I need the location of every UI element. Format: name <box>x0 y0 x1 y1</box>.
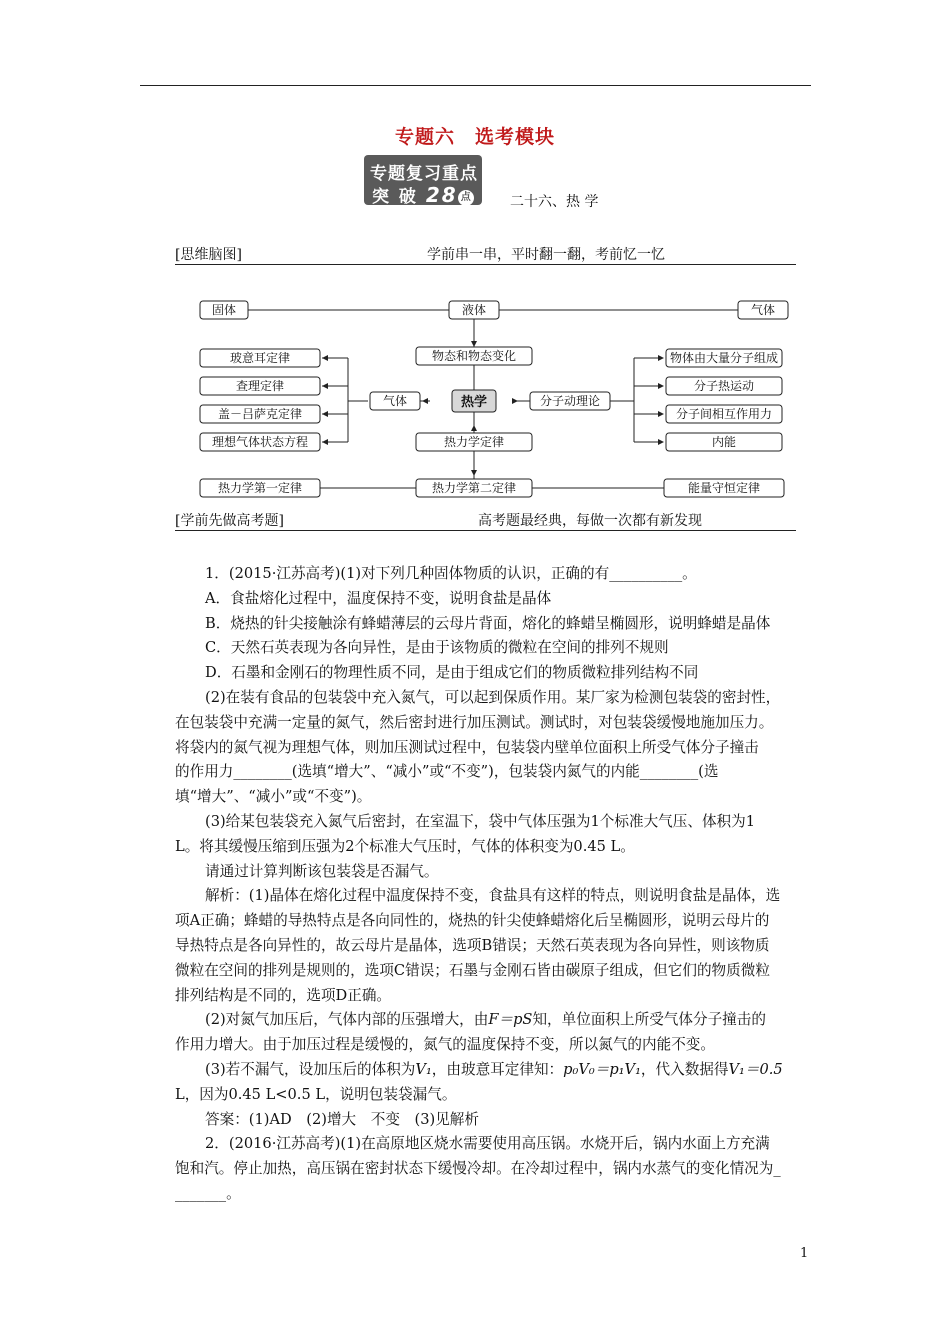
q1-part2-line4: 的作用力________(选填“增大”、“减小”或“不变”)，包装袋内氮气的内能________(选 <box>175 763 719 781</box>
section-subtitle: 二十六、热 学 <box>510 194 599 210</box>
node-many-molecules: 物体由大量分子组成 <box>669 351 779 365</box>
q1-solution3-line1: (3)若不漏气，设加压后的体积为V₁，由玻意耳定律知：p₀V₀＝p₁V₁，代入数据得V₁＝0.5 <box>205 1060 783 1078</box>
page-number: 1 <box>800 1246 809 1261</box>
page-title: 专题六 选考模块 <box>394 126 555 148</box>
q1-solution-line3: 导热特点是各向异性的，故云母片是晶体，选项B错误；天然石英表现为各向异性，则该物质 <box>175 936 770 954</box>
q1-answer: 答案：(1)AD (2)增大 不变 (3)见解析 <box>205 1110 479 1128</box>
node-first-law: 热力学第一定律 <box>217 481 303 495</box>
q1-solution2-line1: (2)对氮气加压后，气体内部的压强增大，由F＝pS知，单位面积上所受气体分子撞击的 <box>205 1011 766 1029</box>
node-gas: 气体 <box>382 394 408 408</box>
badge-line-1: 专题复习重点 <box>370 164 478 184</box>
node-center: 热学 <box>460 395 488 410</box>
q1-solution-line2: 项A正确；蜂蜡的导热特点是各向同性的，烧热的针尖使蜂蜡熔化后呈椭圆形，说明云母片的 <box>175 912 770 930</box>
node-charles: 查理定律 <box>235 379 285 393</box>
question-body <box>175 562 845 1207</box>
node-second-law: 热力学第二定律 <box>431 481 517 495</box>
node-phase: 物态和物态变化 <box>431 349 517 363</box>
q1-option-b: B．烧热的针尖接触涂有蜂蜡薄层的云母片背面，熔化的蜂蜡呈椭圆形，说明蜂蜡是晶体 <box>205 614 771 632</box>
exam-bar <box>175 508 796 531</box>
q1-solution-line5: 排列结构是不同的，选项D正确。 <box>175 986 392 1004</box>
node-boyle: 玻意耳定律 <box>229 351 291 365</box>
node-liquid: 液体 <box>461 303 487 317</box>
q1-part2-line2: 在包装袋中充满一定量的氮气，然后密封进行加压测试。测试时，对包装袋缓慢地施加压力。 <box>175 713 774 731</box>
exam-label: [学前先做高考题] <box>175 513 284 529</box>
mindmap-slogan: 学前串一串，平时翻一翻，考前忆一忆 <box>427 247 665 263</box>
node-gaylussac: 盖－吕萨克定律 <box>217 407 303 421</box>
badge-line-2: 突 破 28 点 <box>372 182 474 207</box>
mindmap-label: [思维脑图] <box>175 247 242 263</box>
q1-part3-line3: 请通过计算判断该包装袋是否漏气。 <box>205 862 439 880</box>
node-gas-top: 气体 <box>750 303 776 317</box>
q1-part3-line2: L。将其缓慢压缩到压强为2个标准大气压时，气体的体积变为0.45 L。 <box>175 837 635 855</box>
node-conservation: 能量守恒定律 <box>687 481 761 495</box>
q2-line3: _______。 <box>175 1184 241 1202</box>
q2-line2: 饱和汽。停止加热，高压锅在密封状态下缓慢冷却。在冷却过程中，锅内水蒸气的变化情况为_ <box>175 1160 781 1178</box>
node-ideal-gas: 理想气体状态方程 <box>211 435 309 449</box>
q1-option-c: C．天然石英表现为各向异性，是由于该物质的微粒在空间的排列不规则 <box>205 639 669 657</box>
q1-option-a: A．食盐熔化过程中，温度保持不变，说明食盐是晶体 <box>205 589 552 607</box>
q1-stem: 1．(2015·江苏高考)(1)对下列几种固体物质的认识，正确的有__________。 <box>205 565 697 582</box>
node-kinetic: 分子动理论 <box>539 394 601 408</box>
node-thermo-law: 热力学定律 <box>443 435 505 449</box>
node-internal-energy: 内能 <box>711 435 737 449</box>
node-interaction: 分子间相互作用力 <box>675 407 773 421</box>
q1-solution2-line2: 作用力增大。由于加压过程是缓慢的，氮气的温度保持不变，所以氮气的内能不变。 <box>175 1036 715 1054</box>
node-thermal-motion: 分子热运动 <box>693 379 755 393</box>
q1-part2-line5: 填“增大”、“减小”或“不变”)。 <box>175 788 372 806</box>
node-solid: 固体 <box>211 303 237 317</box>
exam-slogan: 高考题最经典，每做一次都有新发现 <box>478 513 702 529</box>
header-rule <box>140 85 811 86</box>
review-badge <box>364 155 484 207</box>
mindmap-diagram <box>190 290 800 510</box>
q1-solution-line1: 解析：(1)晶体在熔化过程中温度保持不变，食盐具有这样的特点，则说明食盐是晶体，选 <box>205 887 781 905</box>
mindmap-bar <box>175 242 796 265</box>
q1-part2-line3: 将袋内的氮气视为理想气体，则加压测试过程中，包装袋内壁单位面积上所受气体分子撞击 <box>175 738 759 756</box>
q1-solution3-line2: L，因为0.45 L<0.5 L，说明包装袋漏气。 <box>175 1085 457 1103</box>
q1-part2-line1: (2)在装有食品的包装袋中充入氮气，可以起到保质作用。某厂家为检测包装袋的密封性， <box>205 688 781 706</box>
q1-solution-line4: 微粒在空间的排列是规则的，选项C错误；石墨与金刚石皆由碳原子组成，但它们的物质微粒 <box>175 961 770 979</box>
q1-option-d: D．石墨和金刚石的物理性质不同，是由于组成它们的物质微粒排列结构不同 <box>205 664 699 682</box>
q1-part3-line1: (3)给某包装袋充入氮气后密封，在室温下，袋中气体压强为1个标准大气压、体积为1 <box>205 812 756 830</box>
q2-line1: 2．(2016·江苏高考)(1)在高原地区烧水需要使用高压锅。水烧开后，锅内水面上方充满 <box>205 1135 770 1153</box>
